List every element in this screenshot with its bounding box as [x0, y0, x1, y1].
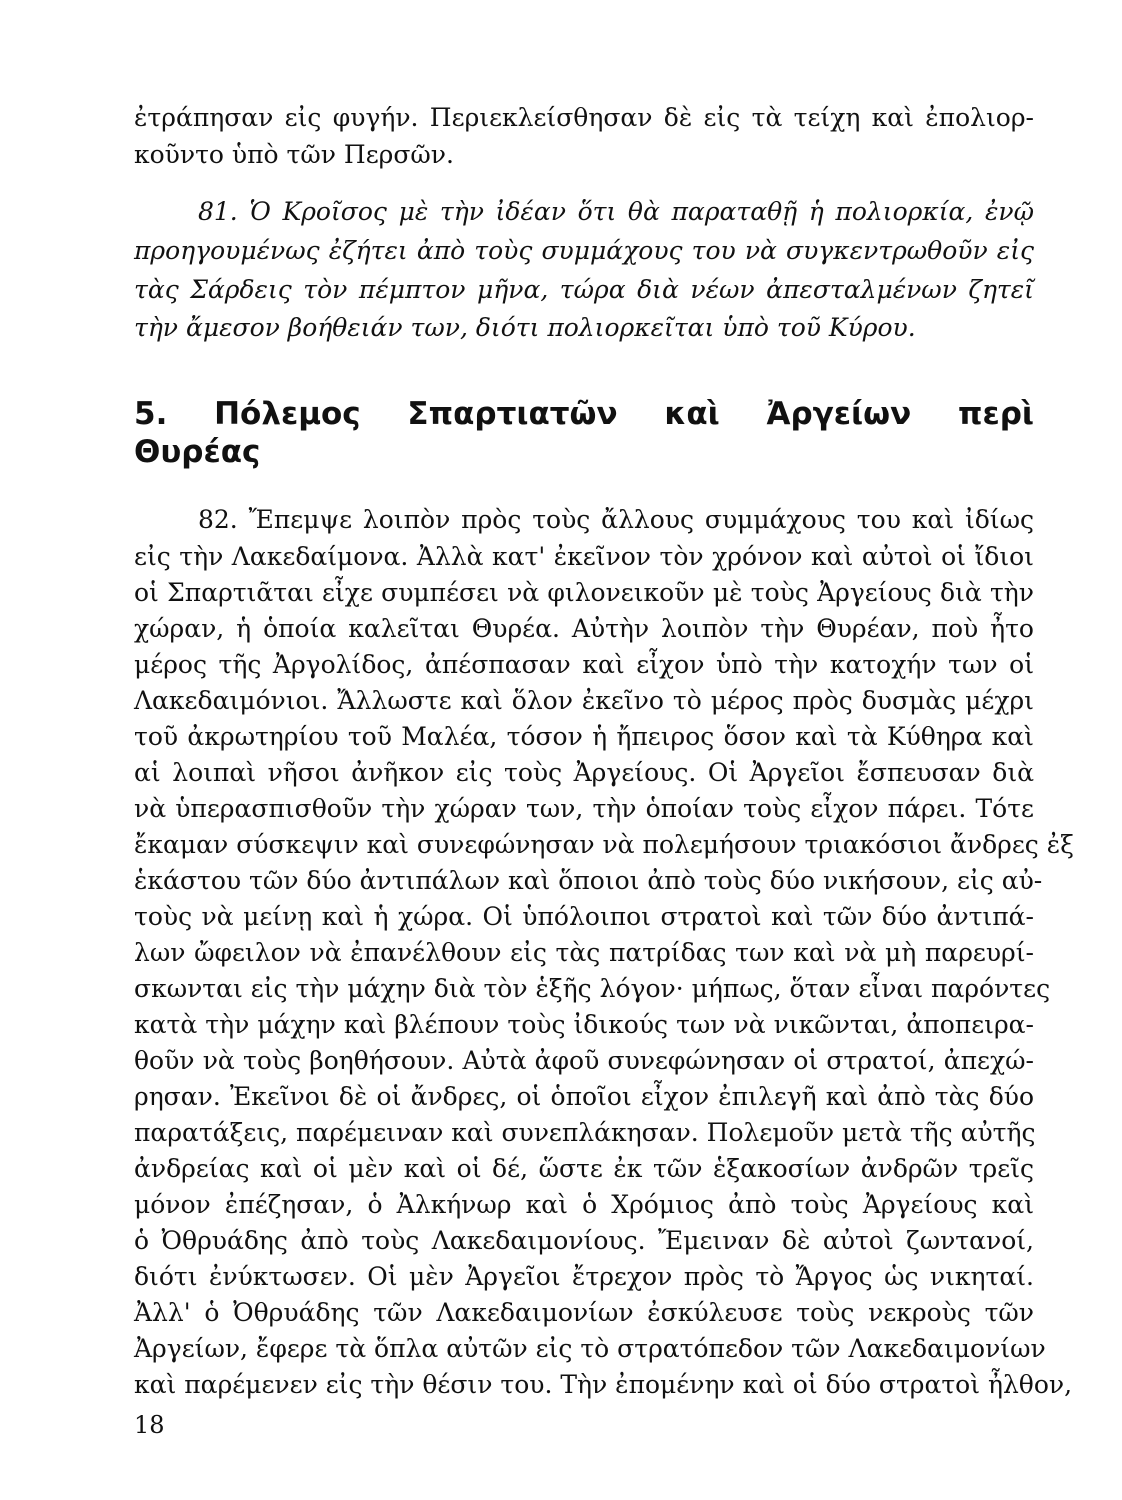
text-line: 82. Ἔπεμψε λοιπὸν πρὸς τοὺς ἄλλους συμμάχους του καὶ ἰδίως — [198, 505, 1034, 534]
section-heading: Θυρέας — [134, 434, 261, 470]
text-line: τὰς Σάρδεις τὸν πέμπτον μῆνα, τώρα διὰ νέων ἀπεσταλμένων ζητεῖ — [134, 275, 1034, 304]
text-line: Ἀργείων, ἔφερε τὰ ὅπλα αὐτῶν εἰς τὸ στρατόπεδον τῶν Λακεδαιμονίων — [134, 1334, 1046, 1363]
text-line: κοῦντο ὑπὸ τῶν Περσῶν. — [134, 140, 454, 169]
text-line: προηγουμένως ἐζήτει ἀπὸ τοὺς συμμάχους του νὰ συγκεντρωθοῦν εἰς — [134, 236, 1034, 265]
text-line: αἱ λοιπαὶ νῆσοι ἀνῆκον εἰς τοὺς Ἀργείους. Οἱ Ἀργεῖοι ἔσπευσαν διὰ — [134, 758, 1034, 787]
text-line: χώραν, ἡ ὁποία καλεῖται Θυρέα. Αὐτὴν λοιπὸν τὴν Θυρέαν, ποὺ ἦτο — [134, 614, 1034, 643]
text-line: οἱ Σπαρτιᾶται εἶχε συμπέσει νὰ φιλονεικοῦν μὲ τοὺς Ἀργείους διὰ τὴν — [134, 578, 1034, 607]
text-line: τοὺς νὰ μείνῃ καὶ ἡ χώρα. Οἱ ὑπόλοιποι στρατοὶ καὶ τῶν δύο ἀντιπά- — [134, 902, 1034, 931]
text-line: ἐτράπησαν εἰς φυγήν. Περιεκλείσθησαν δὲ εἰς τὰ τείχη καὶ ἐπολιορ- — [134, 103, 1034, 132]
text-line: εἰς τὴν Λακεδαίμονα. Ἀλλὰ κατ' ἐκεῖνον τὸν χρόνον καὶ αὐτοὶ οἱ ἴδιοι — [134, 542, 1034, 571]
page-number: 18 — [134, 1411, 165, 1439]
text-line: λων ὤφειλον νὰ ἐπανέλθουν εἰς τὰς πατρίδας των καὶ νὰ μὴ παρευρί- — [134, 938, 1034, 967]
text-line: 81. Ὁ Κροῖσος μὲ τὴν ἰδέαν ὅτι θὰ παραταθῇ ἡ πολιορκία, ἐνῷ — [198, 197, 1034, 226]
section-heading: 5. Πόλεμος Σπαρτιατῶν καὶ Ἀργείων περὶ — [134, 396, 1034, 432]
text-line: ὁ Ὀθρυάδης ἀπὸ τοὺς Λακεδαιμονίους. Ἔμειναν δὲ αὐτοὶ ζωντανοί, — [134, 1226, 1034, 1255]
text-line: τοῦ ἀκρωτηρίου τοῦ Μαλέα, τόσον ἡ ἤπειρος ὅσον καὶ τὰ Κύθηρα καὶ — [134, 722, 1034, 751]
text-line: ρησαν. Ἐκεῖνοι δὲ οἱ ἄνδρες, οἱ ὁποῖοι εἶχον ἐπιλεγῆ καὶ ἀπὸ τὰς δύο — [134, 1082, 1034, 1111]
text-line: μέρος τῆς Ἀργολίδος, ἀπέσπασαν καὶ εἶχον ὑπὸ τὴν κατοχήν των οἱ — [134, 650, 1034, 679]
text-line: Ἀλλ' ὁ Ὀθρυάδης τῶν Λακεδαιμονίων ἐσκύλευσε τοὺς νεκροὺς τῶν — [134, 1298, 1034, 1327]
text-line: σκωνται εἰς τὴν μάχην διὰ τὸν ἑξῆς λόγον· μήπως, ὅταν εἶναι παρόντες — [134, 974, 1051, 1003]
text-line: τὴν ἄμεσον βοήθειάν των, διότι πολιορκεῖται ὑπὸ τοῦ Κύρου. — [134, 313, 916, 342]
text-line: Λακεδαιμόνιοι. Ἄλλωστε καὶ ὅλον ἐκεῖνο τὸ μέρος πρὸς δυσμὰς μέχρι — [134, 686, 1034, 715]
text-line: μόνον ἐπέζησαν, ὁ Ἀλκήνωρ καὶ ὁ Χρόμιος ἀπὸ τοὺς Ἀργείους καὶ — [134, 1190, 1034, 1219]
text-line: καὶ παρέμενεν εἰς τὴν θέσιν του. Τὴν ἐπομένην καὶ οἱ δύο στρατοὶ ἦλθον, — [134, 1370, 1073, 1399]
text-line: κατὰ τὴν μάχην καὶ βλέπουν τοὺς ἰδικούς των νὰ νικῶνται, ἀποπειρα- — [134, 1010, 1034, 1039]
text-line: θοῦν νὰ τοὺς βοηθήσουν. Αὐτὰ ἀφοῦ συνεφώνησαν οἱ στρατοί, ἀπεχώ- — [134, 1046, 1034, 1075]
text-line: ἑκάστου τῶν δύο ἀντιπάλων καὶ ὅποιοι ἀπὸ τοὺς δύο νικήσουν, εἰς αὐ- — [134, 866, 1043, 895]
text-line: ἀνδρείας καὶ οἱ μὲν καὶ οἱ δέ, ὥστε ἐκ τῶν ἑξακοσίων ἀνδρῶν τρεῖς — [134, 1154, 1034, 1183]
text-line: παρατάξεις, παρέμειναν καὶ συνεπλάκησαν. Πολεμοῦν μετὰ τῆς αὐτῆς — [134, 1118, 1036, 1147]
text-line: ἔκαμαν σύσκεψιν καὶ συνεφώνησαν νὰ πολεμήσουν τριακόσιοι ἄνδρες ἐξ — [134, 830, 1074, 859]
text-line: νὰ ὑπερασπισθοῦν τὴν χώραν των, τὴν ὁποίαν τοὺς εἶχον πάρει. Τότε — [134, 794, 1034, 823]
text-line: διότι ἐνύκτωσεν. Οἱ μὲν Ἀργεῖοι ἔτρεχον πρὸς τὸ Ἄργος ὡς νικηταί. — [134, 1262, 1034, 1291]
